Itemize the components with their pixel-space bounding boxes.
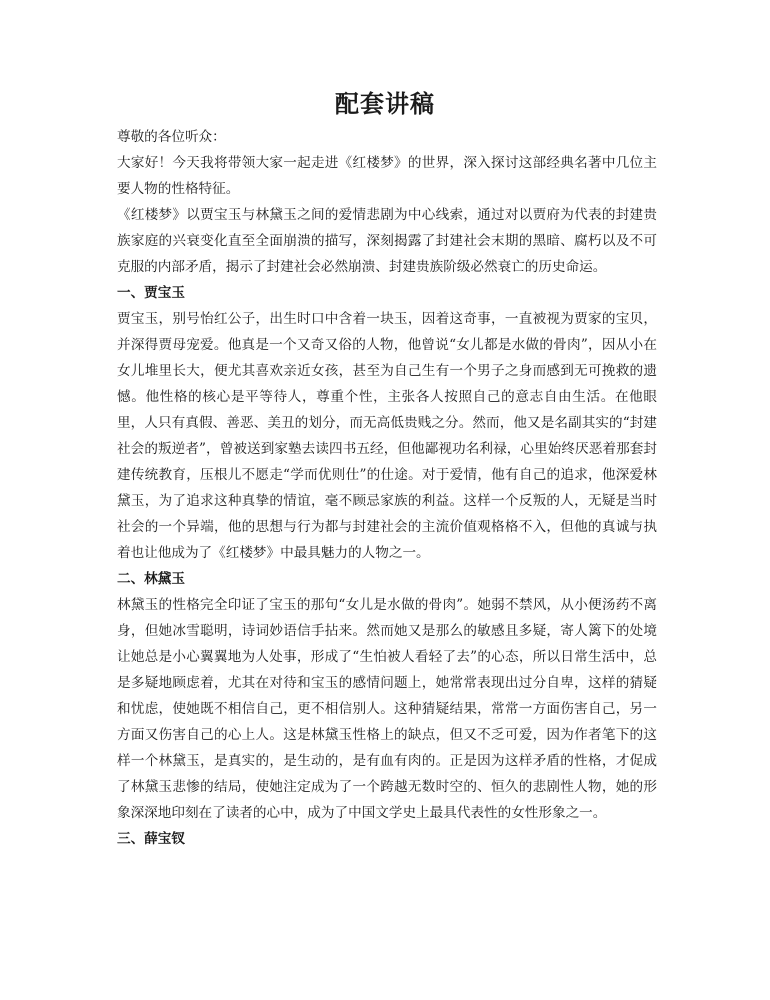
document-body [117, 124, 657, 852]
overview-paragraph: 《红楼梦》以贾宝玉与林黛玉之间的爱情悲剧为中心线索，通过对以贾府为代表的封建贵族家庭的兴衰变化直至全面崩溃的描写，深刻揭露了封建社会末期的黑暗、腐朽以及不可克服的内部矛盾，揭示了封建社会必然崩溃、封建贵族阶级必然衰亡的历史命运。 [117, 207, 657, 275]
section-heading-daiyu: 二、林黛玉 [117, 571, 185, 587]
intro-paragraph: 大家好！今天我将带领大家一起走进《红楼梦》的世界，深入探讨这部经典名著中几位主要人物的性格特征。 [117, 155, 657, 197]
section-body-daiyu: 林黛玉的性格完全印证了宝玉的那句“女儿是水做的骨肉”。她弱不禁风，从小便汤药不离身，但她冰雪聪明，诗词妙语信手拈来。然而她又是那么的敏感且多疑，寄人篱下的处境让她总是小心翼翼地为人处事，形成了“生怕被人看轻了去”的心态，所以日常生活中，总是多疑地顾虑着，尤其在对待和宝玉的感情问题上，她常常表现出过分自卑，这样的猜疑和忧虑，使她既不相信自己，更不相信别人。这种猜疑结果，常常一方面伤害自己，另一方面又伤害自己的心上人。这是林黛玉性格上的缺点，但又不乏可爱，因为作者笔下的这样一个林黛玉，是真实的，是生动的，是有血有肉的。正是因为这样矛盾的性格，才促成了林黛玉悲惨的结局，使她注定成为了一个跨越无数时空的、恒久的悲剧性人物，她的形象深深地印刻在了读者的心中，成为了中国文学史上最具代表性的女性形象之一。 [117, 597, 657, 821]
section-heading-baoyu: 一、贾宝玉 [117, 285, 185, 301]
page-title: 配套讲稿 [335, 89, 435, 118]
section-body-baoyu: 贾宝玉，别号怡红公子，出生时口中含着一块玉，因着这奇事，一直被视为贾家的宝贝，并深得贾母宠爱。他真是一个又奇又俗的人物，他曾说“女儿都是水做的骨肉”，因从小在女儿堆里长大，便尤其喜欢亲近女孩，甚至为自己生有一个男子之身而感到无可挽救的遗憾。他性格的核心是平等待人，尊重个性，主张各人按照自己的意志自由生活。在他眼里，人只有真假、善恶、美丑的划分，而无高低贵贱之分。然而，他又是名副其实的“封建社会的叛逆者”，曾被送到家塾去读四书五经，但他鄙视功名利禄，心里始终厌恶着那套封建传统教育，压根儿不愿走“学而优则仕”的仕途。对于爱情，他有自己的追求，他深爱林黛玉，为了追求这种真挚的情谊，毫不顾忌家族的利益。这样一个反叛的人，无疑是当时社会的一个异端，他的思想与行为都与封建社会的主流价值观格格不入，但他的真诚与执着也让他成为了《红楼梦》中最具魅力的人物之一。 [117, 311, 657, 561]
section-heading-baochai: 三、薛宝钗 [117, 831, 185, 847]
greeting-paragraph: 尊敬的各位听众： [117, 129, 226, 145]
